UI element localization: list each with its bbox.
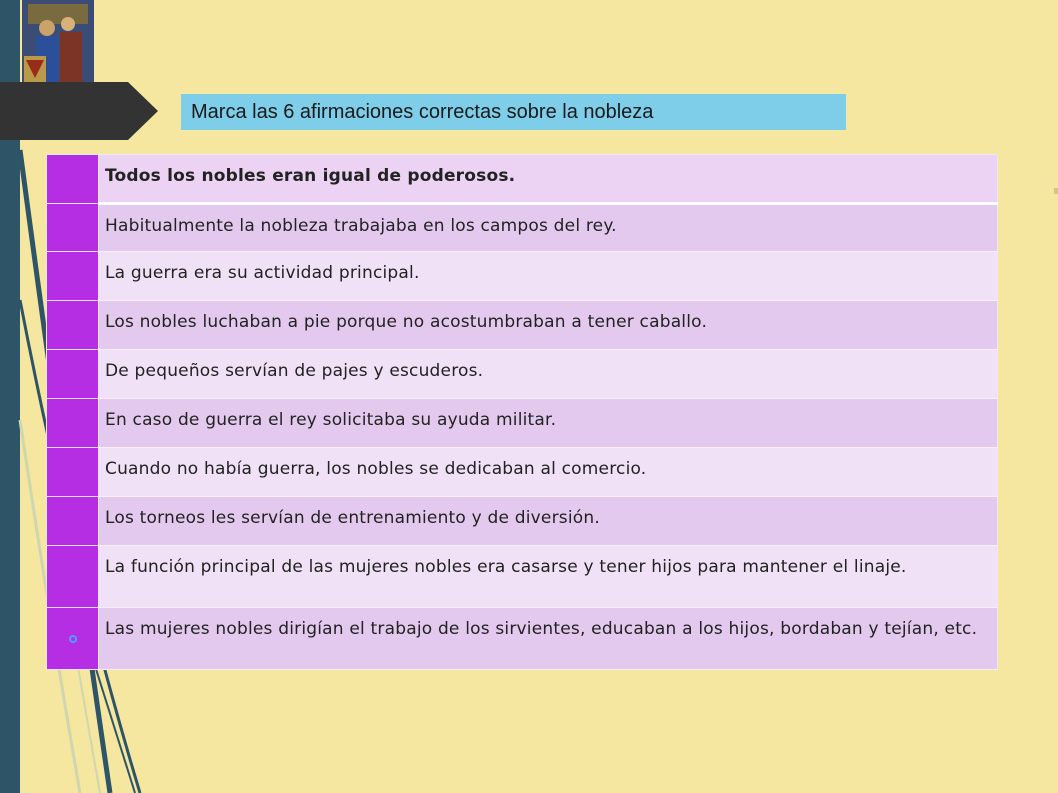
statement-text: Habitualmente la nobleza trabajaba en los campos del rey. xyxy=(99,204,998,252)
page-title: Marca las 6 afirmaciones correctas sobre la nobleza xyxy=(181,94,846,130)
answer-checkbox[interactable] xyxy=(47,546,99,608)
answer-checkbox[interactable] xyxy=(47,497,99,546)
statement-row xyxy=(47,399,998,448)
answer-checkbox[interactable] xyxy=(47,252,99,301)
answer-checkbox[interactable] xyxy=(47,155,99,204)
statement-text: Los nobles luchaban a pie porque no acostumbraban a tener caballo. xyxy=(99,301,998,350)
answer-checkbox[interactable] xyxy=(47,301,99,350)
statement-text: Todos los nobles eran igual de poderosos. xyxy=(99,155,998,204)
edge-mark xyxy=(1054,188,1058,194)
answer-checkbox[interactable] xyxy=(47,399,99,448)
statement-text: La guerra era su actividad principal. xyxy=(99,252,998,301)
statement-text: En caso de guerra el rey solicitaba su ayuda militar. xyxy=(99,399,998,448)
statement-row xyxy=(47,350,998,399)
statement-text: Las mujeres nobles dirigían el trabajo de los sirvientes, educaban a los hijos, bordaban y tejían, etc. xyxy=(99,608,998,670)
statement-row xyxy=(47,301,998,350)
statement-text: La función principal de las mujeres nobles era casarse y tener hijos para mantener el linaje. xyxy=(99,546,998,608)
answer-checkbox[interactable] xyxy=(47,204,99,252)
statements-table xyxy=(46,154,998,670)
statement-row xyxy=(47,448,998,497)
statement-row xyxy=(47,546,998,608)
statement-row xyxy=(47,608,998,670)
statement-text: Cuando no había guerra, los nobles se dedicaban al comercio. xyxy=(99,448,998,497)
statement-text: De pequeños servían de pajes y escuderos. xyxy=(99,350,998,399)
answer-checkbox[interactable] xyxy=(47,608,99,670)
answer-checkbox[interactable] xyxy=(47,448,99,497)
statement-text: Los torneos les servían de entrenamiento y de diversión. xyxy=(99,497,998,546)
statement-row xyxy=(47,497,998,546)
statement-row xyxy=(47,155,998,204)
title-arrow-banner xyxy=(0,82,158,140)
statement-row xyxy=(47,252,998,301)
medieval-knight-image xyxy=(22,0,94,82)
radio-circle-icon xyxy=(69,635,77,643)
statement-row xyxy=(47,204,998,252)
answer-checkbox[interactable] xyxy=(47,350,99,399)
